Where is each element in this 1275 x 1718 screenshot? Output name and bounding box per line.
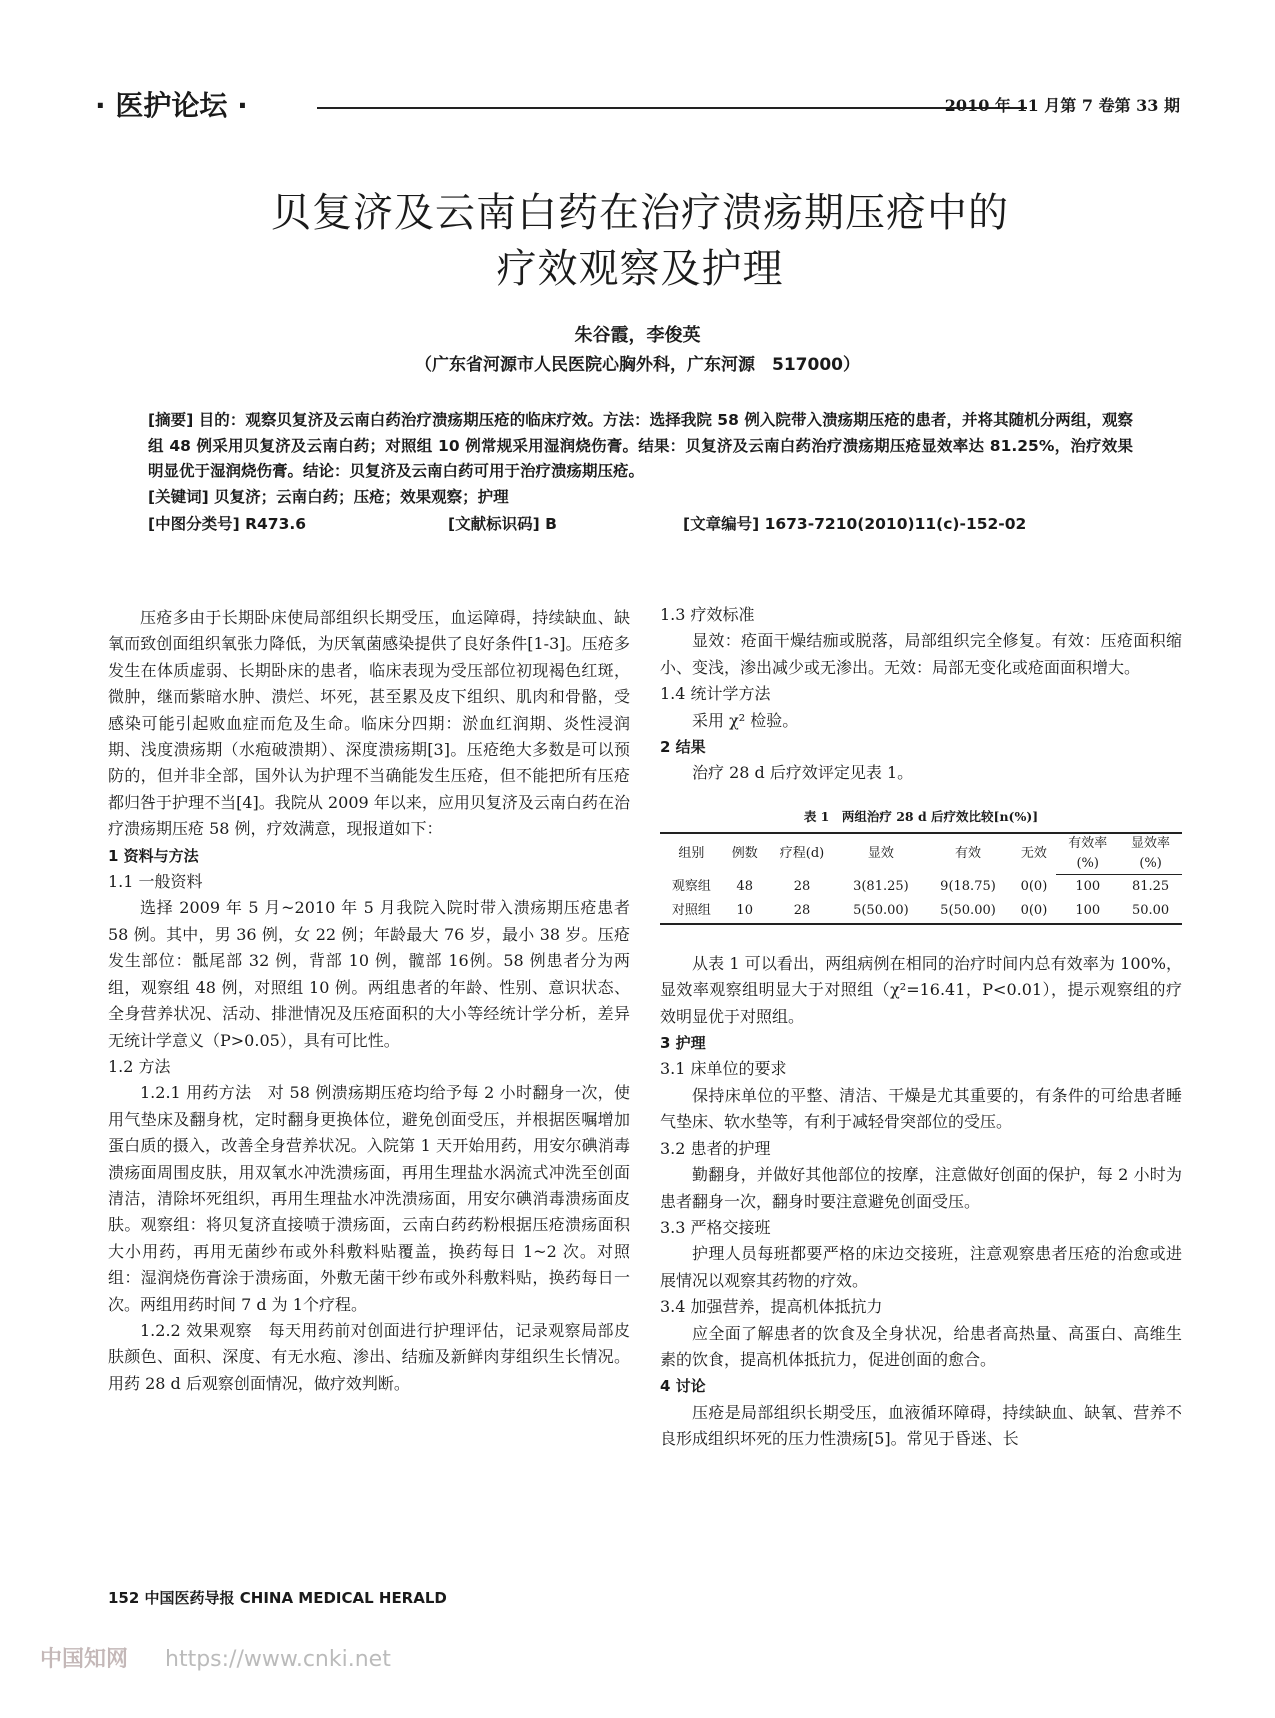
page-header bbox=[95, 86, 1180, 126]
document-code: [文献标识码] B bbox=[448, 515, 557, 533]
title-line-2: 疗效观察及护理 bbox=[496, 246, 784, 292]
heading-patient-care: 3.2 患者的护理 bbox=[660, 1138, 771, 1158]
table-header-cell: 疗程(d) bbox=[779, 846, 825, 862]
abstract-text: [摘要] 目的：观察贝复济及云南白药治疗溃疡期压疮的临床疗效。方法：选择我院 58 例入院带入溃疡期压疮的患者，并将其随机分两组，观察组 48 例采用贝复济及云南白药；对照组 10 例常规采用湿润烧伤膏。结果：贝复济及云南白药治疗溃疡期压疮显效率达 81.25%，治疗效果明显优于湿润烧伤膏。结论：贝复济及云南白药可用于治疗溃疡期压疮。 bbox=[148, 411, 1133, 480]
table-cell: 5(50.00) bbox=[940, 902, 996, 918]
table-cell: 28 bbox=[793, 878, 811, 894]
authors: 朱谷霞，李俊英 bbox=[574, 325, 701, 346]
table-row bbox=[660, 899, 1182, 924]
table-cell: 100 bbox=[1075, 902, 1101, 918]
section-tag: · 医护论坛 · bbox=[95, 89, 248, 122]
criteria-paragraph: 显效：疮面干燥结痂或脱落，局部组织完全修复。有效：压疮面积缩小、变浅，渗出减少或无渗出。无效：局部无变化或疮面面积增大。 bbox=[660, 631, 1182, 677]
table-header-cell: 有效率 bbox=[1068, 835, 1108, 851]
cnki-logo: 中国知网 bbox=[40, 1647, 129, 1672]
table-header-cell: 显效 bbox=[867, 846, 894, 862]
table-cell: 3(81.25) bbox=[853, 878, 909, 894]
patient-care-paragraph: 勤翻身，并做好其他部位的按摩，注意做好创面的保护，每 2 小时为患者翻身一次，翻身时要注意避免创面受压。 bbox=[660, 1165, 1182, 1211]
clc-number: [中图分类号] R473.6 bbox=[148, 515, 307, 533]
title-line-1: 贝复济及云南白药在治疗溃疡期压疮中的 bbox=[271, 190, 1009, 236]
table-cell: 28 bbox=[793, 902, 811, 918]
table-unit-cell: (%) bbox=[1056, 854, 1119, 875]
heading-results: 2 结果 bbox=[660, 738, 706, 757]
abstract-block bbox=[148, 408, 1133, 540]
table-header-cell: 有效 bbox=[954, 846, 981, 862]
heading-method: 1.2 方法 bbox=[108, 1056, 171, 1076]
discussion-paragraph: 压疮是局部组织长期受压，血液循环障碍，持续缺血、缺氧、营养不良形成组织坏死的压力性溃疡[5]。常见于昏迷、长 bbox=[660, 1402, 1182, 1449]
header-rule bbox=[317, 107, 1027, 109]
page-footer: 152 中国医药导报 CHINA MEDICAL HERALD bbox=[108, 1589, 447, 1607]
article-title bbox=[120, 185, 1160, 297]
table-header-cell: 例数 bbox=[731, 846, 758, 862]
table-cell: 观察组 bbox=[671, 878, 711, 894]
results-paragraph: 治疗 28 d 后疗效评定见表 1。 bbox=[692, 763, 914, 783]
keywords: [关键词] 贝复济；云南白药；压疮；效果观察；护理 bbox=[148, 487, 509, 506]
table-cell: 100 bbox=[1075, 878, 1101, 894]
table-cell: 9(18.75) bbox=[940, 878, 996, 894]
table-cell: 48 bbox=[736, 878, 753, 894]
handover-paragraph: 护理人员每班都要严格的床边交接班，注意观察患者压疮的治愈或进展情况以观察其药物的疗效。 bbox=[660, 1244, 1182, 1290]
observation-paragraph: 1.2.2 效果观察 每天用药前对创面进行护理评估，记录观察局部皮肤颜色、面积、深度、有无水疱、渗出、结痂及新鲜肉芽组织生长情况。用药 28 d 后观察创面情况，做疗效判断。 bbox=[108, 1320, 630, 1393]
heading-bed-unit: 3.1 床单位的要求 bbox=[660, 1059, 787, 1079]
heading-materials-methods: 1 资料与方法 bbox=[108, 846, 199, 865]
left-column bbox=[108, 605, 630, 1397]
heading-statistics: 1.4 统计学方法 bbox=[660, 684, 771, 704]
table-cell: 10 bbox=[736, 902, 753, 918]
bed-unit-paragraph: 保持床单位的平整、清洁、干燥是尤其重要的，有条件的可给患者睡气垫床、软水垫等，有利于减轻骨突部位的受压。 bbox=[660, 1085, 1182, 1132]
table-note-paragraph: 从表 1 可以看出，两组病例在相同的治疗时间内总有效率为 100%，显效率观察组明显大于对照组（χ²=16.41，P<0.01），提示观察组的疗效明显优于对照组。 bbox=[660, 953, 1182, 1026]
watermark bbox=[40, 1642, 391, 1673]
affiliation: （广东省河源市人民医院心胸外科，广东河源 517000） bbox=[415, 355, 860, 375]
table-header-cell: 无效 bbox=[1020, 846, 1047, 862]
heading-handover: 3.3 严格交接班 bbox=[660, 1217, 771, 1237]
right-column bbox=[660, 602, 1182, 1453]
table-caption: 表 1 两组治疗 28 d 后疗效比较[n(%)] bbox=[803, 808, 1039, 824]
table-cell: 0(0) bbox=[1020, 878, 1048, 894]
nutrition-paragraph: 应全面了解患者的饮食及全身状况，给患者高热量、高蛋白、高维生素的饮食，提高机体抵抗力，促进创面的愈合。 bbox=[660, 1323, 1182, 1369]
heading-discussion: 4 讨论 bbox=[660, 1377, 706, 1396]
results-table bbox=[660, 832, 1182, 925]
method-paragraph: 1.2.1 用药方法 对 58 例溃疡期压疮均给予每 2 小时翻身一次，使用气垫床及翻身枕，定时翻身更换体位，避免创面受压，并根据医嘱增加蛋白质的摄入，改善全身营养状况。入院第 1 天开始用药，用安尔碘消毒溃疡面周围皮肤，用双氧水冲洗溃疡面，再用生理盐水涡流式冲洗至创面清洁，清除坏死组织，再用生理盐水冲洗溃疡面，用安尔碘消毒溃疡面皮肤。观察组：将贝复济直接喷于溃疡面，云南白药药粉根据压疮溃疡面积大小用药，再用无菌纱布或外科敷料贴覆盖，换药每日 1~2 次。对照组：湿润烧伤膏涂于溃疡面，外敷无菌干纱布或外科敷料贴，换药每日一次。两组用药时间 7 d 为 1个疗程。 bbox=[108, 1083, 630, 1314]
cnki-url: https://www.cnki.net bbox=[165, 1647, 391, 1672]
table-cell: 5(50.00) bbox=[853, 902, 909, 918]
table-row bbox=[660, 874, 1182, 899]
table-header-cell: 组别 bbox=[678, 846, 705, 862]
general-info-paragraph: 选择 2009 年 5 月~2010 年 5 月我院入院时带入溃疡期压疮患者 58 例。其中，男 36 例，女 22 例；年龄最大 76 岁，最小 38 岁。压疮发生部位：骶尾部 32 例，背部 10 例，髋部 16例。58 例患者分为两组，观察组 48 例，对照组 10 例。两组患者的年龄、性别、意识状态、全身营养状况、活动、排泄情况及压疮面积的大小等经统计学分析，差异无统计学意义（P>0.05），具有可比性。 bbox=[108, 898, 630, 1050]
table-cell: 0(0) bbox=[1020, 902, 1048, 918]
article-number: [文章编号] 1673-7210(2010)11(c)-152-02 bbox=[683, 515, 1027, 533]
intro-paragraph: 压疮多由于长期卧床使局部组织长期受压，血运障碍，持续缺血、缺氧而致创面组织氧张力降低，为厌氧菌感染提供了良好条件[1-3]。压疮多发生在体质虚弱、长期卧床的患者，临床表现为受压部位初现褐色红斑，微肿，继而紫暗水肿、溃烂、坏死，甚至累及皮下组织、肌肉和骨骼，受感染可能引起败血症而危及生命。临床分四期：淤血红润期、炎性浸润期、浅度溃疡期（水疱破溃期）、深度溃疡期[3]。压疮绝大多数是可以预防的，但并非全部，国外认为护理不当确能发生压疮，但不能把所有压疮都归咎于护理不当[4]。我院从 2009 年以来，应用贝复济及云南白药在治疗溃疡期压疮 58 例，疗效满意，现报道如下： bbox=[108, 608, 630, 839]
table-unit-cell: (%) bbox=[1119, 854, 1182, 875]
heading-nutrition: 3.4 加强营养，提高机体抵抗力 bbox=[660, 1297, 883, 1317]
table-cell: 对照组 bbox=[671, 902, 711, 918]
table-header-cell: 显效率 bbox=[1131, 835, 1171, 851]
heading-nursing: 3 护理 bbox=[660, 1034, 706, 1053]
heading-general-info: 1.1 一般资料 bbox=[108, 872, 203, 892]
issue-info: 2010 年 11 月第 7 卷第 33 期 bbox=[944, 96, 1180, 115]
table-header-row bbox=[660, 833, 1182, 854]
classification-line bbox=[148, 512, 1133, 540]
table-cell: 50.00 bbox=[1131, 902, 1170, 918]
heading-criteria: 1.3 疗效标准 bbox=[660, 605, 755, 624]
statistics-paragraph: 采用 χ² 检验。 bbox=[692, 710, 799, 730]
table-cell: 81.25 bbox=[1131, 878, 1170, 894]
